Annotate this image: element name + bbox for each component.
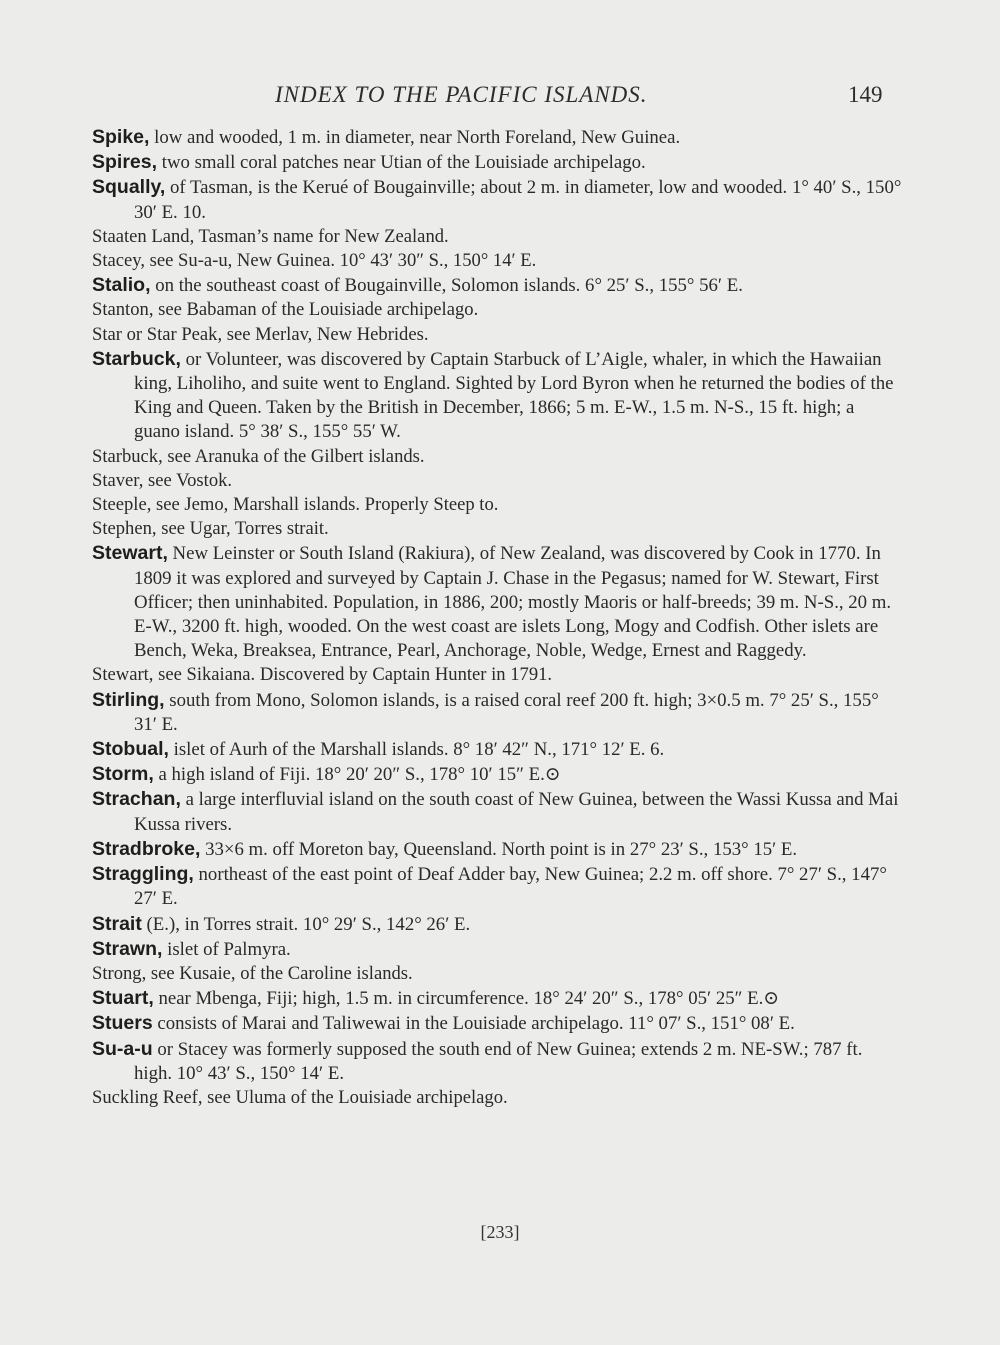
entry-headword: Stewart,	[92, 542, 168, 565]
entry-headword: Stobual,	[92, 738, 169, 761]
index-entry	[92, 688, 902, 737]
entry-headword: Stewart,	[92, 664, 154, 686]
index-entry	[92, 1037, 902, 1086]
entry-text: see Vostok.	[143, 469, 233, 491]
index-entry	[92, 541, 902, 663]
index-entry	[92, 150, 902, 175]
index-entry	[92, 937, 902, 962]
index-entry	[92, 787, 902, 836]
entry-headword: Stalio,	[92, 274, 151, 297]
entry-text: islet of Aurh of the Marshall islands. 8° 18′ 42″ N., 171° 12′ E. 6.	[168, 739, 665, 761]
entry-headword: Stuart,	[92, 987, 154, 1010]
entry-headword: Stephen,	[92, 518, 157, 540]
entry-text: see Jemo, Marshall islands. Properly Steep to.	[151, 494, 499, 516]
entry-headword: Strong,	[92, 962, 147, 984]
index-entry	[92, 249, 902, 273]
index-entry	[92, 493, 902, 517]
index-entry	[92, 347, 902, 445]
index-entry	[92, 517, 902, 541]
entry-headword: Stacey,	[92, 250, 146, 272]
entry-headword: Stradbroke,	[92, 837, 201, 860]
entry-text: see Kusaie, of the Caroline islands.	[146, 962, 413, 984]
entry-text: see Babaman of the Louisiade archipelago.	[153, 299, 479, 321]
index-entry	[92, 1011, 902, 1036]
page-number: 149	[848, 82, 883, 107]
entry-headword: Strachan,	[92, 788, 181, 811]
entry-text: New Leinster or South Island (Rakiura), of New Zealand, was discovered by Cook in 1770. In 1809 it was explored and surveyed by Captain J. Chase in the Pegasus; named for W. Stewart, First Officer; then uninhabited. Population, in 1886, 200; mostly Maoris or half-breeds; 39 m. N-S., 20 m. E-W., 3200 ft. high, wooded. On the west coast are islets Long, Mogy and Codfish. Other islets are Bench, Weka, Breaksea, Entrance, Pearl, Anchorage, Noble, Wedge, Ernest and Raggedy.	[134, 543, 892, 662]
entry-headword: Starbuck,	[92, 347, 181, 370]
index-entries	[92, 125, 902, 1110]
entry-headword: Su-a-u	[92, 1037, 153, 1060]
index-entry	[92, 762, 902, 787]
entry-headword: Squally,	[92, 176, 166, 199]
index-entry	[92, 663, 902, 687]
entry-headword: Straggling,	[92, 863, 194, 886]
index-entry	[92, 862, 902, 911]
entry-text: two small coral patches near Utian of the Louisiade archipelago.	[157, 152, 646, 174]
entry-headword: Strait	[92, 912, 142, 935]
index-entry	[92, 912, 902, 937]
entry-text: islet of Palmyra.	[162, 938, 291, 960]
signature-mark: [233]	[480, 1222, 520, 1242]
index-entry	[92, 298, 902, 322]
entry-text: Tasman’s name for New Zealand.	[194, 225, 449, 247]
entry-headword: Starbuck,	[92, 445, 163, 467]
entry-text: south from Mono, Solomon islands, is a raised coral reef 200 ft. high; 3×0.5 m. 7° 25′ S., 155° 31′ E.	[134, 689, 879, 735]
entry-text: a high island of Fiji. 18° 20′ 20″ S., 178° 10′ 15″ E.⊙	[153, 764, 561, 786]
running-title: INDEX TO THE PACIFIC ISLANDS.	[275, 82, 648, 107]
entry-text: see Sikaiana. Discovered by Captain Hunter in 1791.	[153, 664, 553, 686]
index-entry	[92, 837, 902, 862]
entry-headword: Star or Star Peak,	[92, 323, 223, 345]
entry-headword: Staaten Land,	[92, 225, 195, 247]
entry-text: see Su-a-u, New Guinea. 10° 43′ 30″ S., 150° 14′ E.	[145, 250, 537, 272]
page-header	[0, 82, 1000, 118]
entry-headword: Spike,	[92, 126, 150, 148]
entry-text: see Aranuka of the Gilbert islands.	[162, 445, 425, 467]
entry-headword: Stuers	[92, 1012, 153, 1035]
entry-headword: Storm,	[92, 763, 154, 786]
index-entry	[92, 125, 902, 150]
index-entry	[92, 225, 902, 249]
index-entry	[92, 1086, 902, 1110]
entry-text: see Uluma of the Louisiade archipelago.	[202, 1086, 508, 1108]
entry-headword: Stirling,	[92, 688, 165, 711]
entry-text: a large interfluvial island on the south coast of New Guinea, between the Wassi Kussa and Mai Kussa rivers.	[134, 789, 899, 835]
index-entry	[92, 323, 902, 347]
index-entry	[92, 175, 902, 224]
index-entry	[92, 445, 902, 469]
entry-text: see Ugar, Torres strait.	[156, 518, 329, 540]
entry-text: or Volunteer, was discovered by Captain Starbuck of L’Aigle, whaler, in which the Hawaiian king, Liholiho, and suite went to England. Sighted by Lord Byron when he returned the bodies of the King and Queen. Taken by the British in December, 1866; 5 m. E-W., 1.5 m. N-S., 15 ft. high; a guano island. 5° 38′ S., 155° 55′ W.	[134, 348, 894, 443]
index-entry	[92, 986, 902, 1011]
entry-text: low and wooded, 1 m. in diameter, near North Foreland, New Guinea.	[149, 127, 681, 148]
entry-text: northeast of the east point of Deaf Adder bay, New Guinea; 2.2 m. off shore. 7° 27′ S., 147° 27′ E.	[134, 864, 887, 910]
entry-text: on the southeast coast of Bougainville, Solomon islands. 6° 25′ S., 155° 56′ E.	[150, 275, 743, 297]
entry-text: see Merlav, New Hebrides.	[222, 323, 429, 345]
entry-text: consists of Marai and Taliwewai in the Louisiade archipelago. 11° 07′ S., 151° 08′ E.	[152, 1013, 795, 1035]
entry-headword: Suckling Reef,	[92, 1086, 203, 1108]
entry-headword: Spires,	[92, 151, 158, 174]
index-entry	[92, 737, 902, 762]
entry-text: of Tasman, is the Kerué of Bougainville; about 2 m. in diameter, low and wooded. 1° 40′ S., 150° 30′ E. 10.	[134, 177, 902, 223]
entry-text: near Mbenga, Fiji; high, 1.5 m. in circumference. 18° 24′ 20″ S., 178° 05′ 25″ E.⊙	[153, 988, 780, 1010]
entry-text: (E.), in Torres strait. 10° 29′ S., 142° 26′ E.	[141, 913, 471, 935]
entry-headword: Steeple,	[92, 494, 152, 516]
index-entry	[92, 273, 902, 298]
entry-text: or Stacey was formerly supposed the south end of New Guinea; extends 2 m. NE-SW.; 787 ft. high. 10° 43′ S., 150° 14′ E.	[134, 1038, 863, 1084]
index-entry	[92, 962, 902, 986]
entry-headword: Staver,	[92, 469, 144, 491]
entry-text: 33×6 m. off Moreton bay, Queensland. North point is in 27° 23′ S., 153° 15′ E.	[200, 838, 798, 860]
index-entry	[92, 469, 902, 493]
entry-headword: Stanton,	[92, 299, 154, 321]
entry-headword: Strawn,	[92, 937, 163, 960]
